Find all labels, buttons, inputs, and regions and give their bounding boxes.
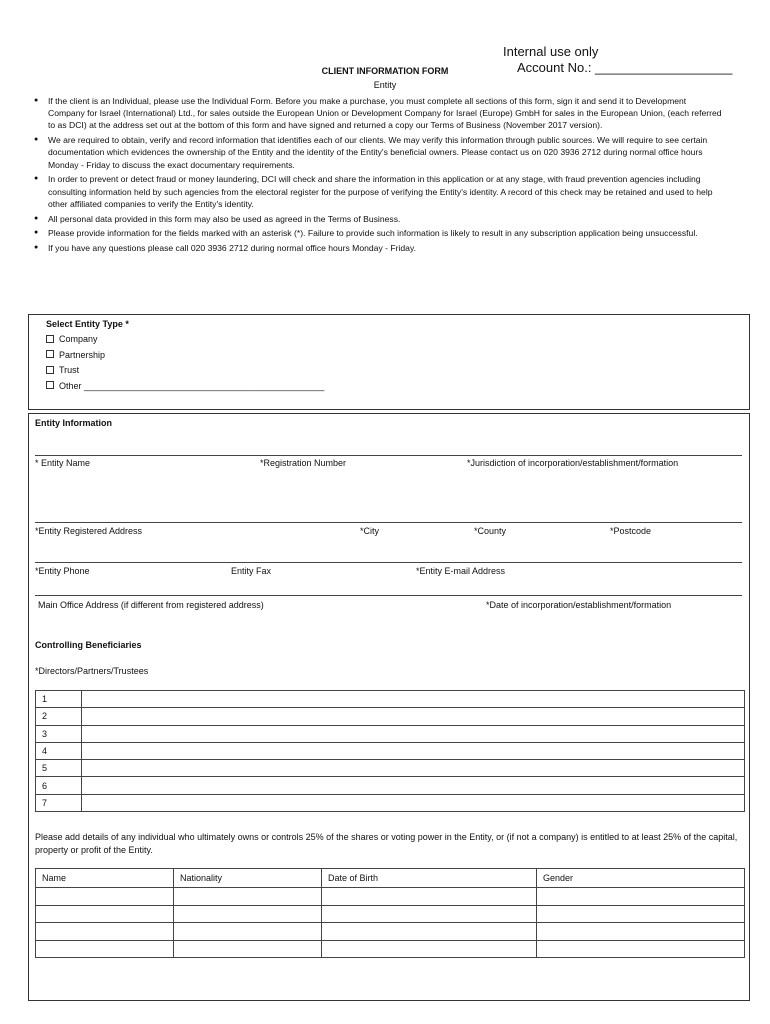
instruction-item: ● We are required to obtain, verify and record information that identifies each of our clients. We may verify this information through public sources. We will require to see certain documentation which evidences the ownership of the Entity and the identity of the Entity's beneficial owners. Please contact us on 020 3936 2712 during normal office hours Monday - Friday to discuss the exact documentary requirements.	[34, 134, 724, 171]
entity-name-label: * Entity Name	[35, 458, 91, 468]
phone-field[interactable]	[35, 562, 742, 563]
owner-gender-cell[interactable]	[537, 905, 745, 923]
instruction-item: ● Please provide information for the fields marked with an asterisk (*). Failure to provide such information is likely to result in any subscription application being unsuccessful.	[34, 227, 724, 239]
table-row	[36, 905, 745, 923]
jurisdiction-label: *Jurisdiction of incorporation/establishment/formation	[467, 458, 679, 468]
director-name-cell[interactable]	[82, 742, 745, 759]
owner-nationality-cell[interactable]	[174, 940, 322, 958]
owner-name-cell[interactable]	[36, 905, 174, 923]
fax-label: Entity Fax	[231, 566, 272, 576]
owner-name-cell[interactable]	[36, 923, 174, 941]
table-row	[36, 725, 745, 742]
table-row	[36, 794, 745, 811]
owner-name-cell[interactable]	[36, 888, 174, 906]
row-number: 6	[36, 777, 82, 794]
account-number-label: Account No.: ___________________	[517, 60, 733, 75]
table-row	[36, 923, 745, 941]
form-subtitle: Entity	[373, 80, 397, 90]
directors-table	[35, 690, 745, 812]
owner-name-cell[interactable]	[36, 940, 174, 958]
county-label: *County	[474, 526, 507, 536]
row-number: 4	[36, 742, 82, 759]
owner-dob-cell[interactable]	[322, 923, 537, 941]
director-name-cell[interactable]	[82, 708, 745, 725]
table-row	[36, 888, 745, 906]
postcode-label: *Postcode	[610, 526, 652, 536]
entity-type-options	[46, 332, 324, 394]
directors-label: *Directors/Partners/Trustees	[35, 666, 149, 676]
email-label: *Entity E-mail Address	[416, 566, 506, 576]
instruction-item: ● If the client is an Individual, please use the Individual Form. Before you make a purchase, you must complete all sections of this form, sign it and send it to Development Company for Israel (International) Ltd., for sales outside the European Union or Development Company for Israel (Europe) GmbH for sales in the European Union, (each referred to as DCI) at the address set out at the bottom of this form and have signed and returned a copy our Terms of Business (November 2017 version).	[34, 95, 724, 132]
column-header-name: Name	[36, 869, 174, 888]
checkbox-icon	[46, 381, 54, 389]
ownership-note: Please add details of any individual who ultimately owns or controls 25% of the shares or voting power in the Entity, or (if not a company) is entitled to at least 25% of the capital, property or profit of the Entity.	[35, 832, 738, 855]
row-number: 7	[36, 794, 82, 811]
registration-number-label: *Registration Number	[260, 458, 347, 468]
column-header-nationality: Nationality	[174, 869, 322, 888]
registered-address-field[interactable]	[35, 522, 742, 523]
instruction-item: ● All personal data provided in this form may also be used as agreed in the Terms of Business.	[34, 213, 724, 225]
table-row	[36, 777, 745, 794]
table-row	[36, 691, 745, 708]
owners-table	[35, 868, 745, 958]
column-header-date-of-birth: Date of Birth	[322, 869, 537, 888]
entity-type-option-company[interactable]: Company	[46, 332, 324, 348]
internal-use-label: Internal use only	[503, 44, 599, 59]
registered-address-label: *Entity Registered Address	[35, 526, 143, 536]
director-name-cell[interactable]	[82, 691, 745, 708]
table-row	[36, 760, 745, 777]
beneficiaries-heading: Controlling Beneficiaries	[35, 640, 142, 650]
main-office-field[interactable]	[35, 595, 742, 596]
entity-name-field[interactable]	[35, 455, 742, 456]
checkbox-icon	[46, 366, 54, 374]
date-incorporation-label: *Date of incorporation/establishment/formation	[486, 600, 672, 610]
instruction-item: ● In order to prevent or detect fraud or money laundering, DCI will check and share the information in this application or at any stage, with fraud prevention agencies including consulting information held by such agencies from the electoral register for the purpose of verifying the Entity's identity. A record of this check may be retained and used to help other affiliated companies to verify the Entity's identity.	[34, 173, 724, 210]
table-row	[36, 869, 745, 888]
entity-type-option-other[interactable]: Other ________________________________________________	[46, 379, 324, 395]
entity-information-heading: Entity Information	[35, 418, 112, 428]
row-number: 1	[36, 691, 82, 708]
director-name-cell[interactable]	[82, 794, 745, 811]
owner-dob-cell[interactable]	[322, 905, 537, 923]
owner-gender-cell[interactable]	[537, 940, 745, 958]
instruction-item: ● If you have any questions please call 020 3936 2712 during normal office hours Monday - Friday.	[34, 242, 724, 254]
checkbox-icon	[46, 335, 54, 343]
table-row	[36, 708, 745, 725]
owner-dob-cell[interactable]	[322, 888, 537, 906]
owner-nationality-cell[interactable]	[174, 905, 322, 923]
entity-type-option-trust[interactable]: Trust	[46, 363, 324, 379]
entity-type-heading: Select Entity Type *	[46, 319, 129, 329]
city-label: *City	[360, 526, 380, 536]
director-name-cell[interactable]	[82, 760, 745, 777]
phone-label: *Entity Phone	[35, 566, 90, 576]
main-office-label: Main Office Address (if different from registered address)	[38, 600, 264, 610]
owner-nationality-cell[interactable]	[174, 888, 322, 906]
checkbox-icon	[46, 350, 54, 358]
owner-gender-cell[interactable]	[537, 923, 745, 941]
entity-type-option-partnership[interactable]: Partnership	[46, 348, 324, 364]
table-row	[36, 940, 745, 958]
director-name-cell[interactable]	[82, 725, 745, 742]
owner-nationality-cell[interactable]	[174, 923, 322, 941]
table-row	[36, 742, 745, 759]
form-title: CLIENT INFORMATION FORM	[321, 66, 449, 76]
row-number: 2	[36, 708, 82, 725]
row-number: 3	[36, 725, 82, 742]
owner-gender-cell[interactable]	[537, 888, 745, 906]
column-header-gender: Gender	[537, 869, 745, 888]
director-name-cell[interactable]	[82, 777, 745, 794]
row-number: 5	[36, 760, 82, 777]
instructions-list	[34, 95, 724, 257]
owner-dob-cell[interactable]	[322, 940, 537, 958]
